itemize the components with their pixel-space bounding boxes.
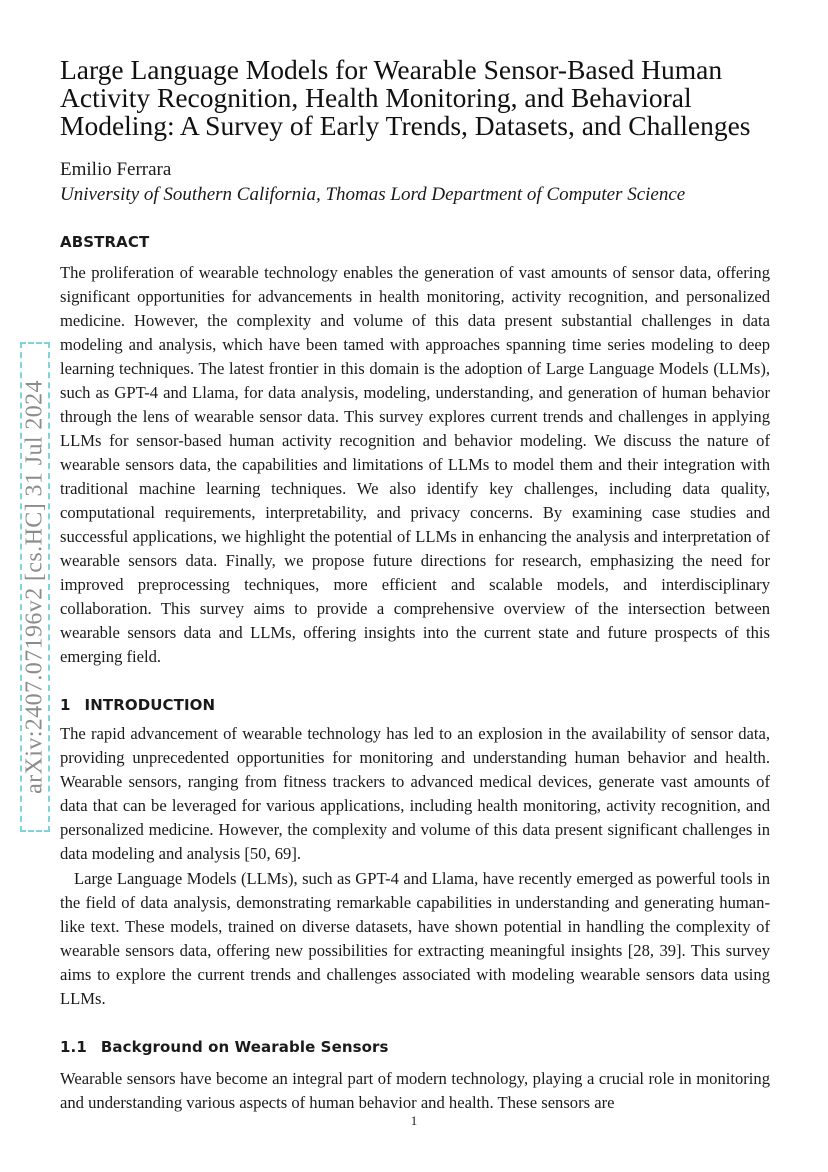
background-paragraph: Wearable sensors have become an integral part of modern technology, playing a crucial role in monitoring and understanding various aspects of human behavior and health. These sensors are bbox=[60, 1069, 770, 1112]
section-heading-introduction bbox=[60, 696, 215, 714]
section-title: INTRODUCTION bbox=[84, 696, 216, 714]
abstract-heading: ABSTRACT bbox=[60, 233, 150, 251]
paper-title: Large Language Models for Wearable Sensor-Based Human Activity Recognition, Health Monitoring, and Behavioral Modeling: A Survey of Early Trends, Datasets, and Challenges bbox=[60, 54, 751, 141]
subsection-heading-background bbox=[60, 1038, 389, 1056]
author-affiliation: University of Southern California, Thomas Lord Department of Computer Science bbox=[60, 184, 686, 205]
subsection-number: 1.1 bbox=[60, 1038, 87, 1056]
introduction-paragraph-1: The rapid advancement of wearable technology has led to an explosion in the availability of sensor data, providing unprecedented opportunities for monitoring and understanding human behavior and health. Wearable sensors, ranging from fitness trackers to advanced medical devices, generate vast amounts of data that can be leveraged for various applications, including health monitoring, activity recognition, and personalized medicine. However, the complexity and volume of this data present significant challenges in data modeling and analysis [50, 69]. bbox=[60, 724, 770, 863]
introduction-paragraph-2: Large Language Models (LLMs), such as GPT-4 and Llama, have recently emerged as powerful tools in the field of data analysis, demonstrating remarkable capabilities in understanding and generating human-like text. These models, trained on diverse datasets, have shown potential in handling the complexity of wearable sensors data, offering new possibilities for extracting meaningful insights [28, 39]. This survey aims to explore the current trends and challenges associated with modeling wearable sensors data using LLMs. bbox=[60, 869, 770, 1008]
subsection-title: Background on Wearable Sensors bbox=[100, 1038, 389, 1056]
author-name: Emilio Ferrara bbox=[60, 159, 172, 180]
arxiv-stamp[interactable] bbox=[20, 342, 50, 832]
abstract-text: The proliferation of wearable technology enables the generation of vast amounts of sensor data, offering significant opportunities for advancements in health monitoring, activity recognition, and personalized medicine. However, the complexity and volume of this data present substantial challenges in data modeling and analysis, which have been tamed with approaches spanning time series modeling to deep learning techniques. The latest frontier in this domain is the adoption of Large Language Models (LLMs), such as GPT-4 and Llama, for data analysis, modeling, understanding, and generation of human behavior through the lens of wearable sensor data. This survey explores current trends and challenges in applying LLMs for sensor-based human activity recognition and behavior modeling. We discuss the nature of wearable sensors data, the capabilities and limitations of LLMs to model them and their integration with traditional machine learning techniques. We also identify key challenges, including data quality, computational requirements, interpretability, and privacy concerns. By examining case studies and successful applications, we highlight the potential of LLMs in enhancing the analysis and interpretation of wearable sensors data. Finally, we propose future directions for research, emphasizing the need for improved preprocessing techniques, more efficient and scalable models, and interdisciplinary collaboration. This survey aims to provide a comprehensive overview of the intersection between wearable sensors data and LLMs, offering insights into the current state and future prospects of this emerging field. bbox=[60, 263, 770, 666]
section-number: 1 bbox=[60, 696, 71, 714]
page-number: 1 bbox=[410, 1113, 418, 1128]
arxiv-identifier[interactable]: arXiv:2407.07196v2 [cs.HC] 31 Jul 2024 bbox=[21, 380, 48, 794]
